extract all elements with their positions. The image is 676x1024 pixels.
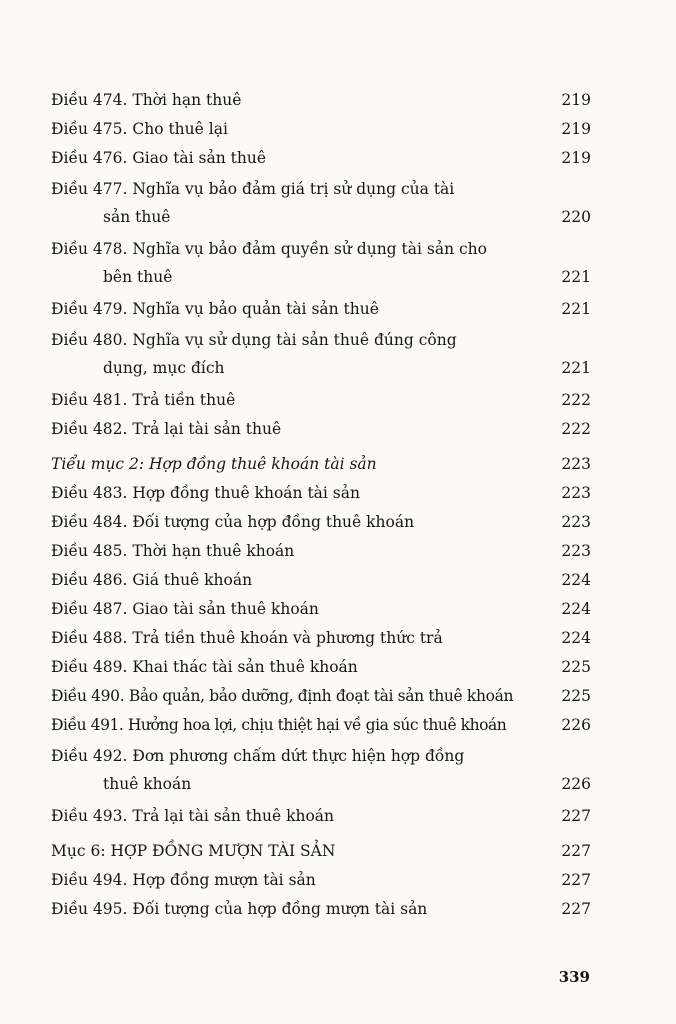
toc-entry-495 [51, 895, 591, 924]
toc-entry-page: 225 [561, 658, 591, 676]
toc-entry-page: 221 [561, 268, 591, 286]
toc-entry-page: 223 [561, 455, 591, 473]
toc-entry-479 [51, 295, 591, 324]
toc-entry-476 [51, 144, 591, 173]
toc-entry-page: 227 [561, 807, 591, 825]
toc-entry-page: 219 [561, 91, 591, 109]
toc-entry-title: Điều 479. Nghĩa vụ bảo quản tài sản thuê [51, 300, 379, 318]
toc-entry-title-line2: dụng, mục đích [103, 359, 225, 377]
toc-entry-493 [51, 802, 591, 831]
toc-entry-title: Điều 482. Trả lại tài sản thuê [51, 420, 282, 438]
toc-entry-title [51, 235, 591, 291]
toc-entry-title-line1: Điều 480. Nghĩa vụ sử dụng tài sản thuê đúng công [51, 331, 457, 349]
toc-subsection-title: Tiểu mục 2: Hợp đồng thuê khoán tài sản [51, 455, 377, 473]
toc-entry-page: 222 [561, 420, 591, 438]
toc-entry-title: Điều 489. Khai thác tài sản thuê khoán [51, 658, 358, 676]
toc-entry-title-line1: Điều 478. Nghĩa vụ bảo đảm quyền sử dụng tài sản cho [51, 240, 487, 258]
toc-section-6 [51, 837, 591, 866]
toc-entry-title-line2: bên thuê [103, 268, 173, 286]
toc-entry-title: Điều 484. Đối tượng của hợp đồng thuê khoán [51, 513, 415, 531]
toc-entry-490 [51, 682, 591, 711]
toc-entry-page: 219 [561, 149, 591, 167]
toc-entry-485 [51, 537, 591, 566]
toc-entry-title: Điều 474. Thời hạn thuê [51, 91, 242, 109]
toc-entry-title: Điều 487. Giao tài sản thuê khoán [51, 600, 319, 618]
table-of-contents [51, 86, 591, 924]
toc-entry-title: Điều 488. Trả tiền thuê khoán và phương thức trả [51, 629, 443, 647]
toc-entry-487 [51, 595, 591, 624]
toc-entry-title: Điều 475. Cho thuê lại [51, 120, 228, 138]
toc-entry-page: 223 [561, 484, 591, 502]
toc-entry-482 [51, 415, 591, 444]
toc-entry-page: 227 [561, 900, 591, 918]
toc-entry-title: Điều 485. Thời hạn thuê khoán [51, 542, 295, 560]
toc-entry-page: 223 [561, 513, 591, 531]
toc-entry-488 [51, 624, 591, 653]
toc-entry-title: Điều 481. Trả tiền thuê [51, 391, 236, 409]
toc-entry-page: 224 [561, 600, 591, 618]
toc-entry-title: Điều 491. Hưởng hoa lợi, chịu thiệt hại về gia súc thuê khoán [51, 716, 507, 734]
toc-entry-page: 221 [561, 359, 591, 377]
toc-entry-page: 222 [561, 391, 591, 409]
toc-entry-480 [51, 326, 591, 382]
page-number: 339 [558, 968, 590, 986]
toc-entry-page: 226 [561, 775, 591, 793]
toc-entry-483 [51, 479, 591, 508]
toc-entry-page: 224 [561, 571, 591, 589]
toc-entry-title [51, 742, 591, 798]
toc-entry-title: Điều 493. Trả lại tài sản thuê khoán [51, 807, 335, 825]
toc-entry-486 [51, 566, 591, 595]
toc-section-title: Mục 6: HỢP ĐỒNG MƯỢN TÀI SẢN [51, 842, 336, 860]
toc-entry-title: Điều 486. Giá thuê khoán [51, 571, 253, 589]
toc-subsection-2 [51, 450, 591, 479]
toc-entry-page: 224 [561, 629, 591, 647]
toc-entry-page: 219 [561, 120, 591, 138]
toc-entry-492 [51, 742, 591, 798]
toc-entry-title: Điều 490. Bảo quản, bảo dưỡng, định đoạt tài sản thuê khoán [51, 687, 514, 705]
toc-entry-491 [51, 711, 591, 740]
toc-entry-page: 227 [561, 842, 591, 860]
toc-entry-title [51, 175, 591, 231]
toc-entry-page: 223 [561, 542, 591, 560]
toc-entry-title-line1: Điều 492. Đơn phương chấm dứt thực hiện hợp đồng [51, 747, 465, 765]
toc-entry-title-line1: Điều 477. Nghĩa vụ bảo đảm giá trị sử dụng của tài [51, 180, 455, 198]
toc-entry-page: 227 [561, 871, 591, 889]
toc-entry-484 [51, 508, 591, 537]
toc-entry-477 [51, 175, 591, 231]
toc-entry-page: 221 [561, 300, 591, 318]
toc-entry-title: Điều 494. Hợp đồng mượn tài sản [51, 871, 316, 889]
toc-entry-title-line2: thuê khoán [103, 775, 192, 793]
toc-entry-481 [51, 386, 591, 415]
toc-entry-474 [51, 86, 591, 115]
toc-entry-title: Điều 483. Hợp đồng thuê khoán tài sản [51, 484, 360, 502]
toc-entry-page: 226 [561, 716, 591, 734]
toc-entry-494 [51, 866, 591, 895]
toc-entry-title-line2: sản thuê [103, 208, 171, 226]
toc-entry-page: 225 [561, 687, 591, 705]
toc-entry-title: Điều 476. Giao tài sản thuê [51, 149, 267, 167]
toc-entry-page: 220 [561, 208, 591, 226]
toc-entry-489 [51, 653, 591, 682]
toc-entry-title [51, 326, 591, 382]
toc-entry-475 [51, 115, 591, 144]
toc-entry-478 [51, 235, 591, 291]
toc-entry-title: Điều 495. Đối tượng của hợp đồng mượn tài sản [51, 900, 428, 918]
